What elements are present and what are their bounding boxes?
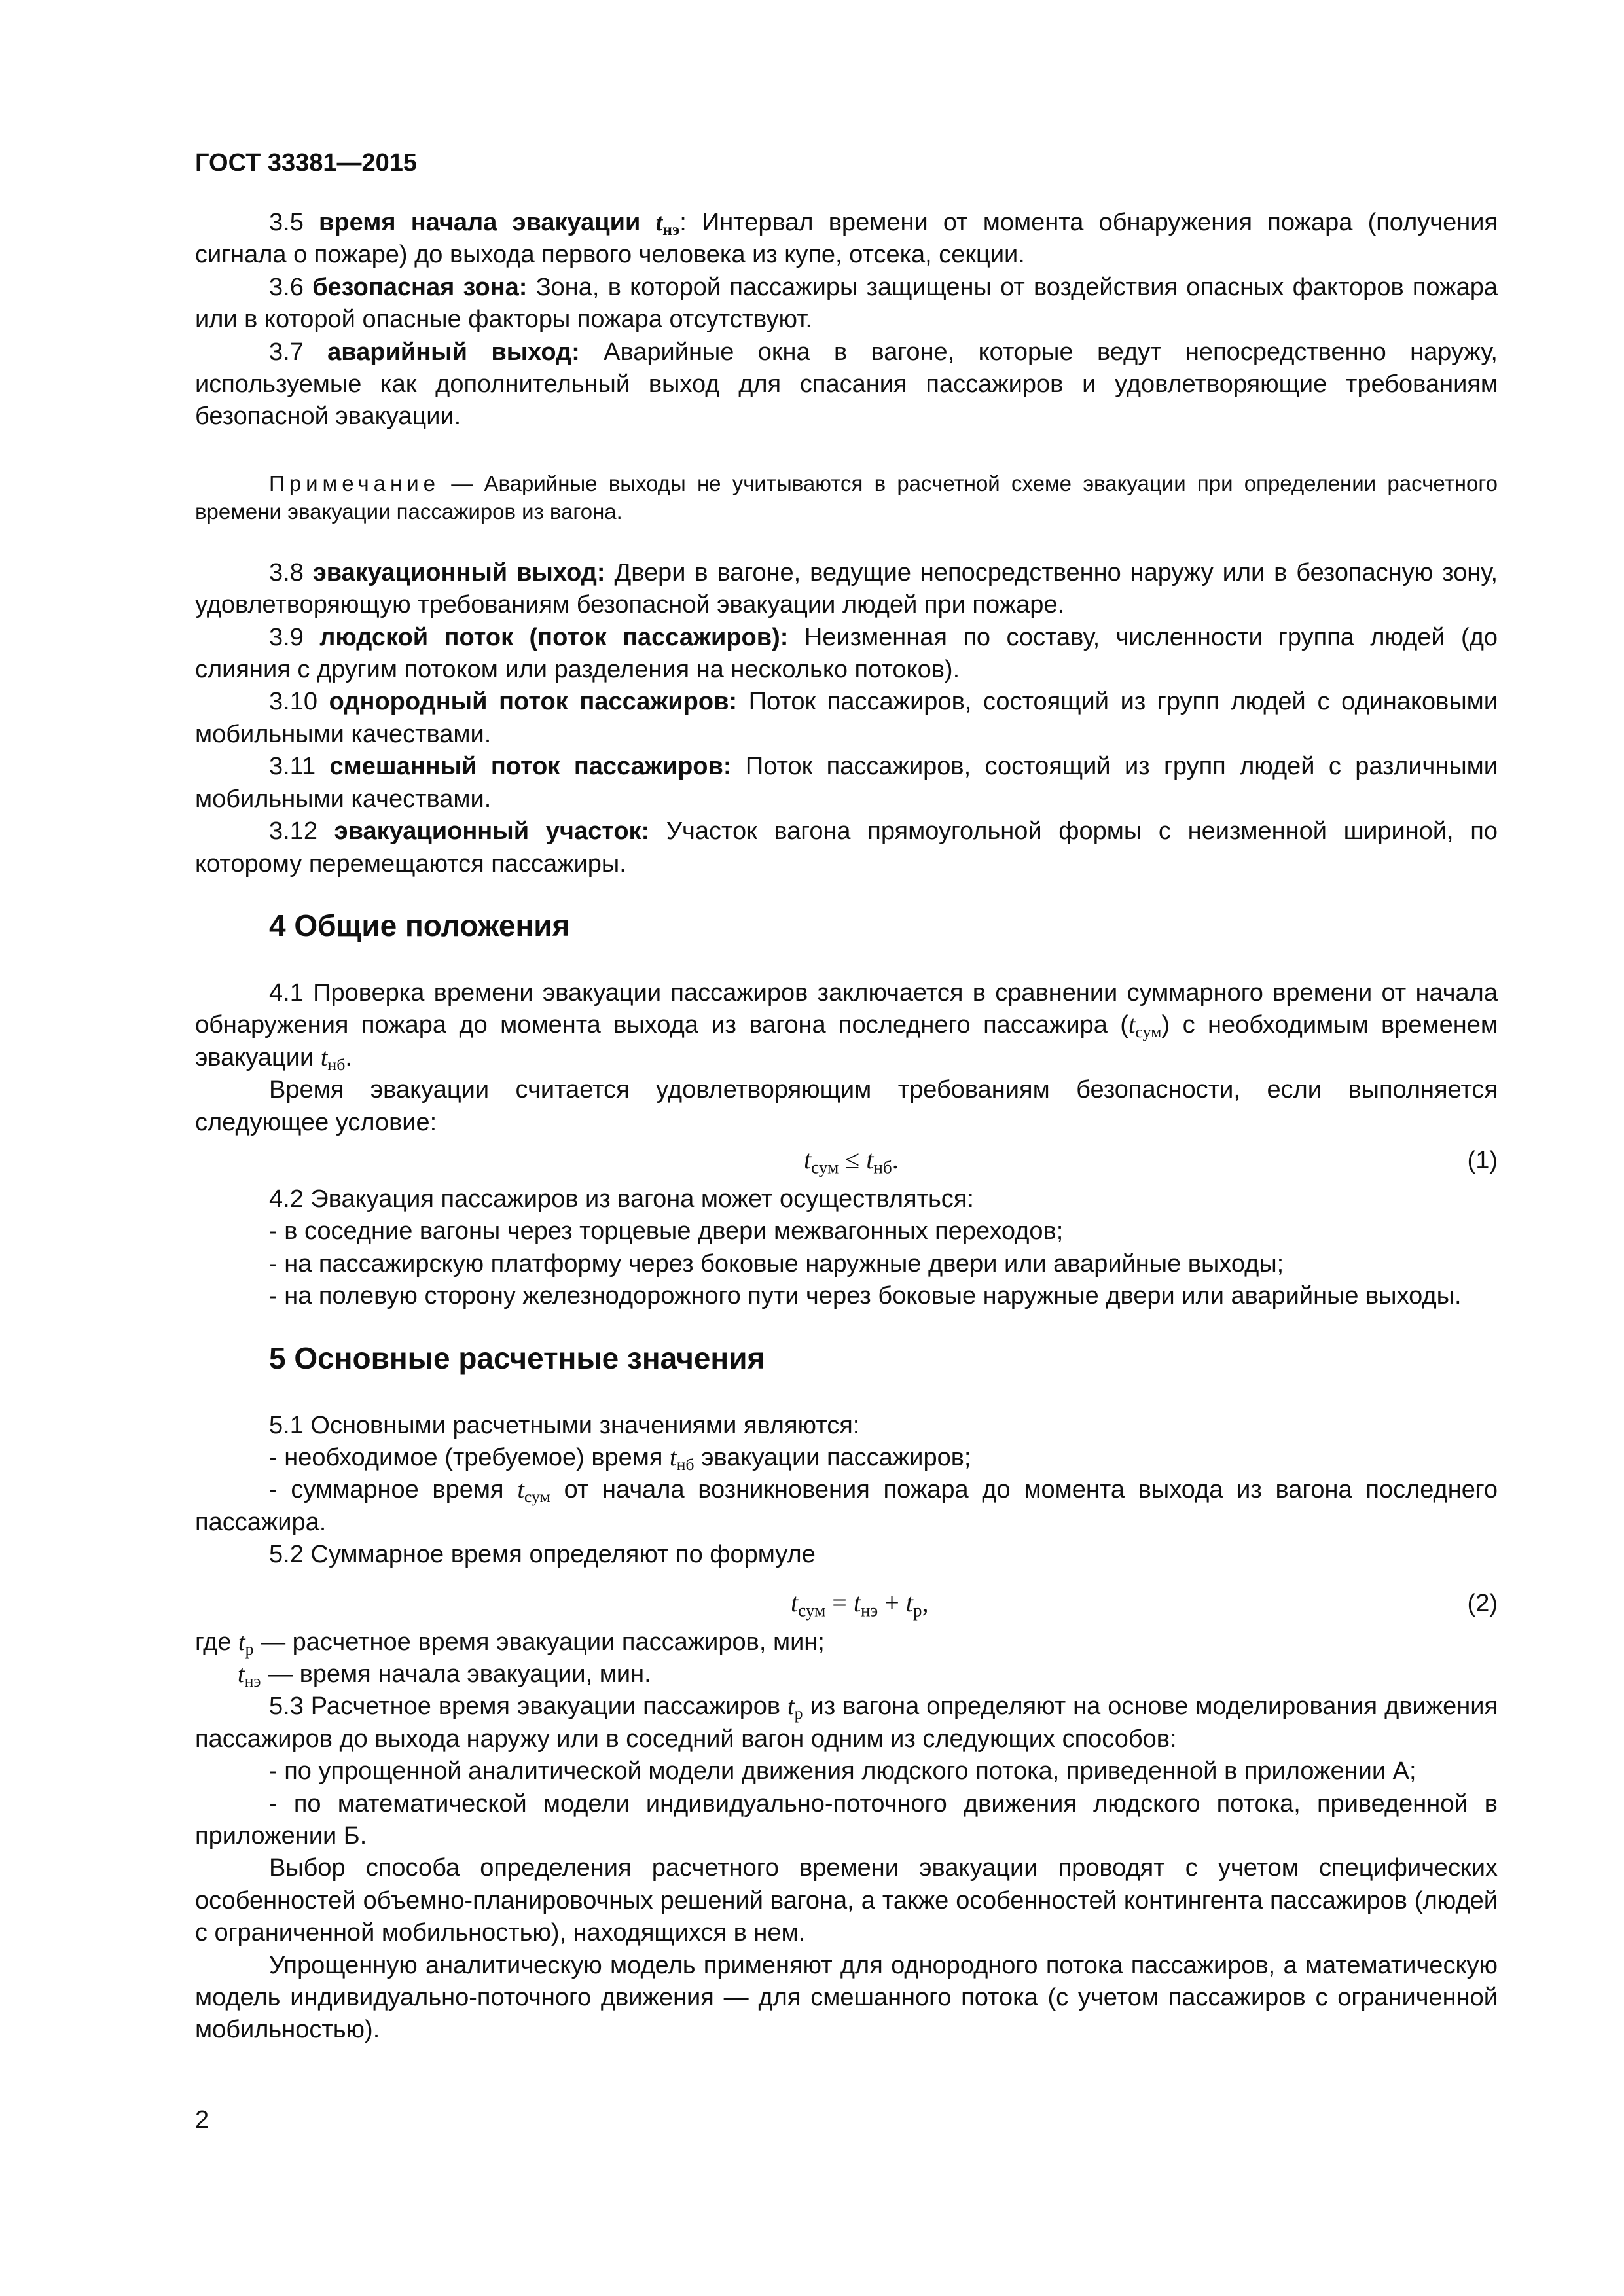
term: людской поток (поток пассажиров): (319, 623, 789, 651)
formula-2 (195, 1582, 1498, 1626)
paragraph-4-1-condition: Время эвакуации считается удовлетворяющим требованиям безопасности, если выполняется следующее условие: (195, 1076, 1498, 1136)
list-item: - по упрощенной аналитической модели движения людского потока, приведенной в приложении А; (269, 1757, 1416, 1785)
formula-2-expression: $t_{сум} = t_{нэ} + t_р$, (791, 1587, 929, 1621)
list-item: - необходимое (требуемое) время $t_{нб}$ эвакуации пассажиров; (269, 1443, 971, 1475)
definition-3-7: 3.7 аварийный выход: Аварийные окна в вагоне, которые ведут непосредственно наружу, используемые как дополнительный выход для спасания пассажиров и удовлетворяющие требованиям безопасной эвакуации. (195, 338, 1498, 431)
paragraph-5-1: 5.1 Основными расчетными значениями являются: (269, 1411, 860, 1439)
paragraph-method-choice: Выбор способа определения расчетного времени эвакуации проводят с учетом специфических особенностей объемно-планировочных решений вагона, а также особенностей контингента пассажиров (людей с ограниченной мобильностью), находящихся в нем. (195, 1854, 1498, 1947)
list-item: - по математической модели индивидуально-поточного движения людского потока, приведенной в приложении Б. (195, 1789, 1498, 1850)
definition-3-8: 3.8 эвакуационный выход: Двери в вагоне, ведущие непосредственно наружу или в безопасную зону, удовлетворяющую требованиям безопасной эвакуации людей при пожаре. (195, 558, 1498, 619)
note-label: Примечание (269, 471, 441, 495)
definition-3-9: 3.9 людской поток (поток пассажиров): Неизменная по составу, численности группа людей (до слияния с другим потоком или разделения на несколько потоков). (195, 623, 1498, 684)
formula-1-expression: $t_{сум} \le t_{нб}$. (804, 1144, 899, 1177)
term: аварийный выход: (327, 338, 580, 366)
term: смешанный поток пассажиров: (329, 753, 732, 781)
list-item: - на пассажирскую платформу через боковые наружные двери или аварийные выходы; (269, 1249, 1284, 1278)
page-number: 2 (195, 2106, 209, 2134)
formula-2-number: (2) (1467, 1589, 1498, 1617)
paragraph-simple-model: Упрощенную аналитическую модель применяют для однородного потока пассажиров, а математическую модель индивидуально-поточного движения — для смешанного потока (с учетом пассажиров с ограниченной мобильностью). (195, 1951, 1498, 2044)
paragraph-5-3: 5.3 Расчетное время эвакуации пассажиров $t_р$ из вагона определяют на основе моделирования движения пассажиров до выхода наружу или в соседний вагон одним из следующих способов: (195, 1693, 1498, 1753)
section-5-heading: 5 Основные расчетные значения (269, 1340, 765, 1375)
paragraph-4-1: 4.1 Проверка времени эвакуации пассажиров заключается в сравнении суммарного времени от начала обнаружения пожара до момента выхода из вагона последнего пассажира $(t_{сум})$ с необходимым временем эвакуации $t_{нб}$. (195, 978, 1498, 1074)
term: эвакуационный участок: (334, 817, 650, 846)
list-item: - суммарное время $t_{сум}$ от начала возникновения пожара до момента выхода из вагона последнего пассажира. (195, 1476, 1498, 1536)
list-item: - на полевую сторону железнодорожного пути через боковые наружные двери или аварийные выходы. (269, 1282, 1462, 1310)
note: Примечание — Аварийные выходы не учитываются в расчетной схеме эвакуации при определении расчетного времени эвакуации пассажиров из вагона. (195, 471, 1498, 524)
term: безопасная зона: (312, 273, 528, 301)
term: эвакуационный выход: (312, 558, 605, 586)
section-4-heading: 4 Общие положения (269, 908, 570, 942)
paragraph-4-2: 4.2 Эвакуация пассажиров из вагона может осуществляться: (269, 1185, 974, 1213)
list-item: - в соседние вагоны через торцевые двери межвагонных переходов; (269, 1217, 1064, 1246)
where-line-2: $t_{нэ}$ — время начала эвакуации, мин. (238, 1660, 651, 1691)
document-header: ГОСТ 33381—2015 (195, 149, 418, 177)
where-line-1: где $t_р$ — расчетное время эвакуации пассажиров, мин; (195, 1628, 825, 1659)
paragraph-5-2: 5.2 Суммарное время определяют по формуле (269, 1541, 816, 1569)
term: однородный поток пассажиров: (329, 688, 738, 716)
page-content (195, 151, 1498, 2047)
definition-3-12: 3.12 эвакуационный участок: Участок вагона прямоугольной формы с неизменной шириной, по которому перемещаются пассажиры. (195, 817, 1498, 878)
definition-3-5: 3.5 время начала эвакуации $t_{нэ}$: Интервал времени от момента обнаружения пожара (получения сигнала о пожаре) до выхода первого человека из купе, отсека, секции. (195, 209, 1498, 269)
definition-3-10: 3.10 однородный поток пассажиров: Поток пассажиров, состоящий из групп людей с одинаковыми мобильными качествами. (195, 688, 1498, 748)
formula-1-number: (1) (1467, 1146, 1498, 1174)
definition-3-11: 3.11 смешанный поток пассажиров: Поток пассажиров, состоящий из групп людей с различными мобильными качествами. (195, 753, 1498, 813)
formula-1 (195, 1139, 1498, 1183)
term: время начала эвакуации (319, 209, 641, 236)
definition-3-6: 3.6 безопасная зона: Зона, в которой пассажиры защищены от воздействия опасных факторов пожара или в которой опасные факторы пожара отсутствуют. (195, 273, 1498, 334)
